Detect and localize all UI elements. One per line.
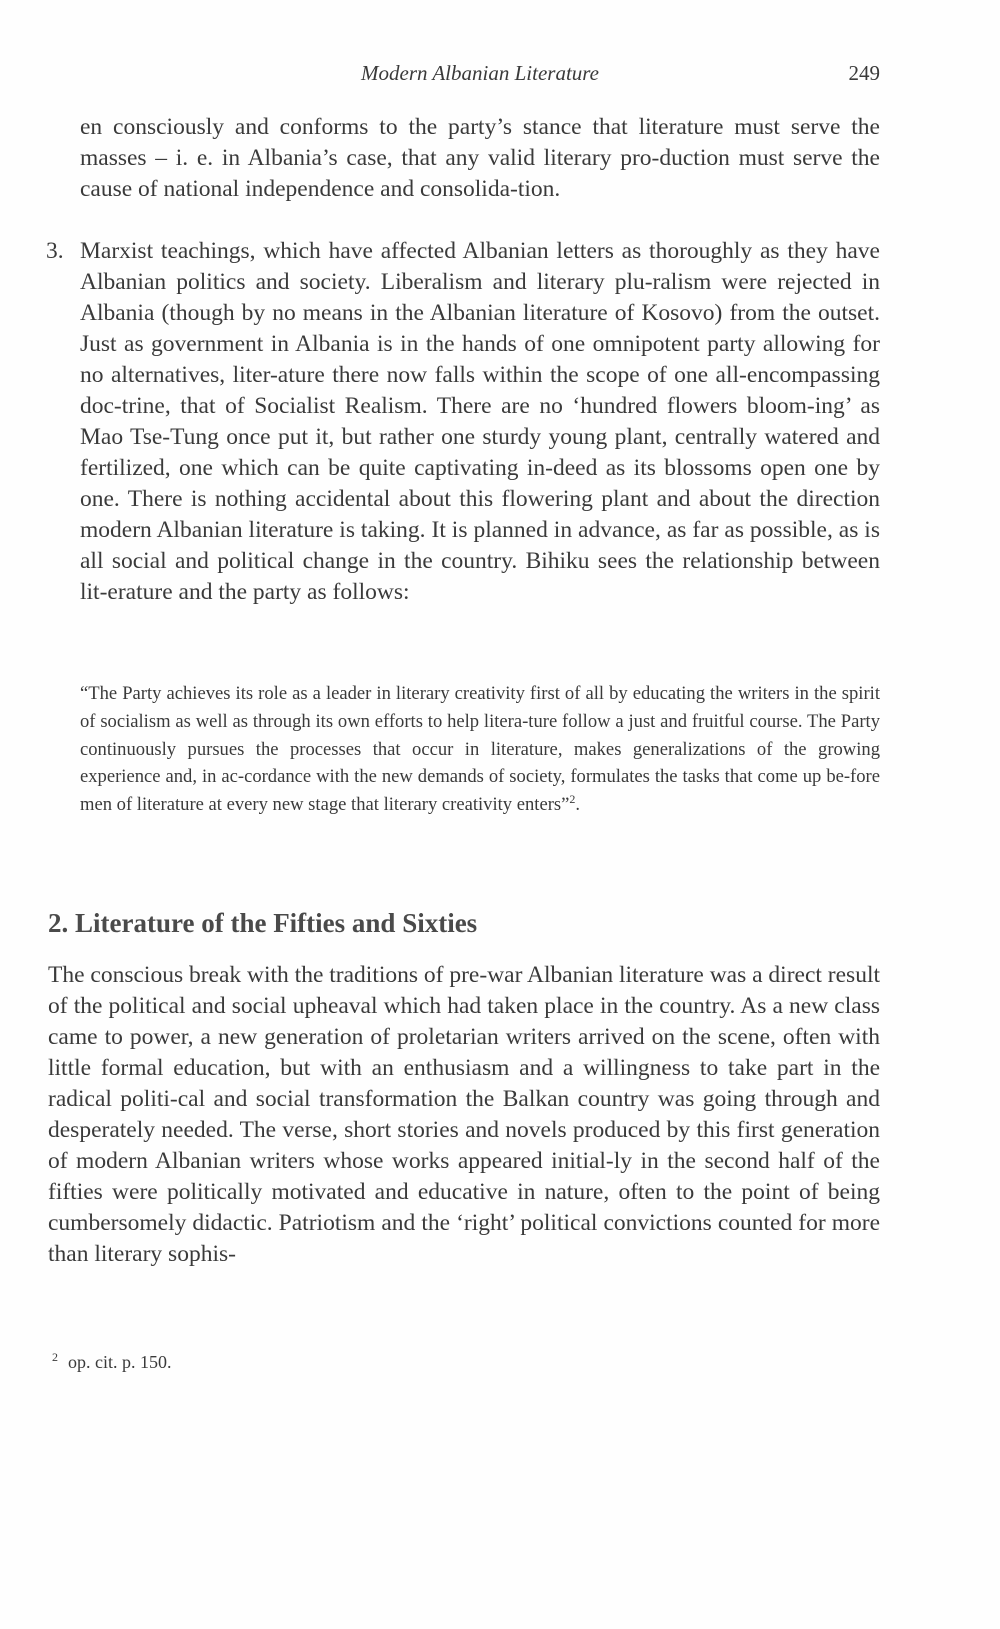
footnote-mark: 2 — [52, 1350, 58, 1364]
continuation-paragraph: en consciously and conforms to the party’s stance that literature must serve the masses – i. e. in Albania’s case, that any valid literary pro-duction must serve the cause of national independence and consolida-tion. — [80, 114, 880, 202]
block-quote — [80, 680, 880, 819]
quote-text: “The Party achieves its role as a leader in literary creativity first of all by educating the writers in the spirit of socialism as well as through its own efforts to help litera-ture follow a just and fruitful course. The Party continuously pursues the processes that occur in literature, makes generalizations of the growing experience and, in ac-cordance with the new demands of society, formulates the tasks that come up be-fore men of literature at every new stage that literary creativity enters” — [80, 683, 880, 816]
list-item-text: Marxist teachings, which have affected Albanian letters as thoroughly as they have Albanian politics and society. Liberalism and literary plu-ralism were rejected in Albania (though by no means in the Albanian literature of Kosovo) from the outset. Just as government in Albania is in the hands of one omnipotent party allowing for no alternatives, liter-ature there now falls within the scope of one all-encompassing doc-trine, that of Socialist Realism. There are no ‘hundred flowers bloom-ing’ as Mao Tse-Tung once put it, but rather one sturdy young plant, centrally watered and fertilized, one which can be quite captivating in-deed as its blossoms open one by one. There is nothing accidental about this flowering plant and about the direction modern Albanian literature is taking. It is planned in advance, as far as possible, as is all social and political change in the country. Bihiku sees the relationship between lit-erature and the party as follows: — [80, 238, 880, 605]
section-heading: 2. Literature of the Fifties and Sixties — [48, 908, 478, 938]
page-number: 249 — [848, 61, 880, 85]
footnote-reference[interactable]: 2 — [569, 792, 576, 806]
running-head — [80, 58, 880, 88]
running-title: Modern Albanian Literature — [361, 61, 599, 85]
list-item-number: 3. — [46, 238, 64, 264]
quote-end: . — [575, 794, 581, 816]
section-paragraph: The conscious break with the traditions of pre-war Albanian literature was a direct result of the political and social upheaval which had taken place in the country. As a new class came to power, a new generation of proletarian writers arrived on the scene, often with little formal education, but with an enthusiasm and a willingness to take part in the radical politi-cal and social transformation the Balkan country was going through and desperately needed. The verse, short stories and novels produced by this first generation of modern Albanian writers whose works appeared initial-ly in the second half of the fifties were politically motivated and educative in nature, often to the point of being cumbersomely didactic. Patriotism and the ‘right’ political convictions counted for more than literary sophis- — [48, 962, 881, 1267]
footnote-text: op. cit. p. 150. — [68, 1352, 172, 1372]
footnote — [52, 1344, 172, 1375]
list-item-3 — [46, 236, 880, 608]
